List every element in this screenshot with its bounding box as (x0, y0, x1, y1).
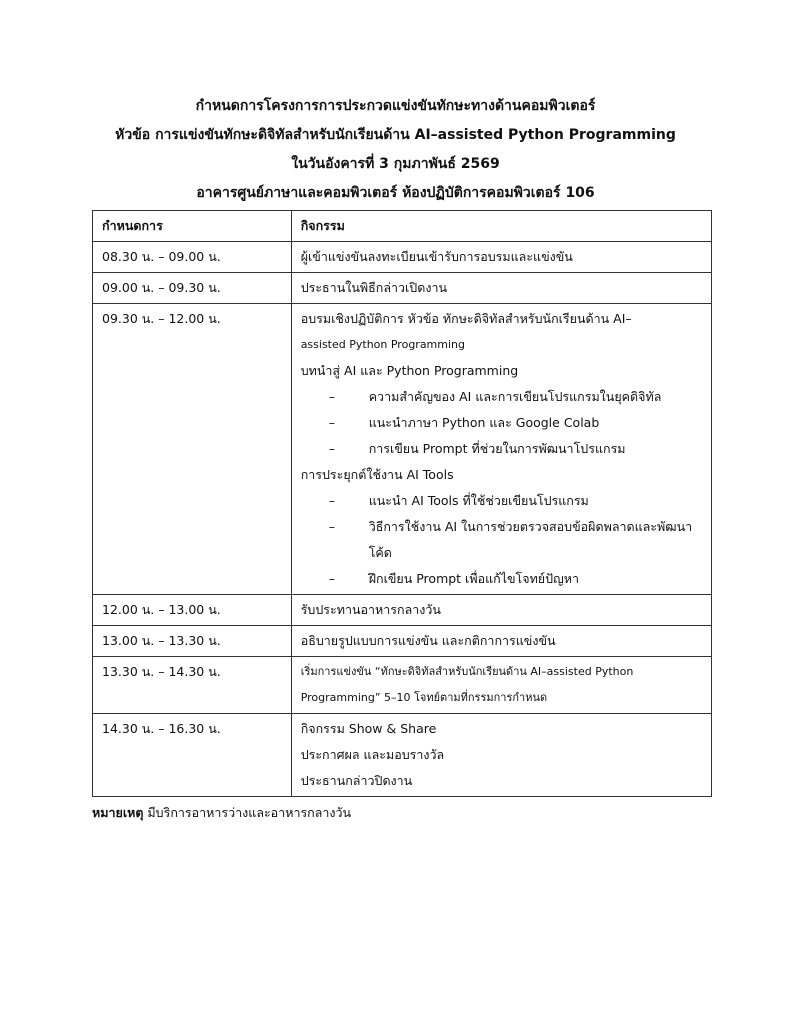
table-header-row (93, 211, 712, 242)
activity-section-title: บทนำสู่ AI และ Python Programming (300, 363, 519, 378)
dash-bullet: – (328, 389, 335, 404)
table-row (93, 595, 712, 626)
list-item (301, 384, 702, 410)
row-activity (291, 626, 711, 657)
activity-line: assisted Python Programming (300, 338, 465, 351)
header-topic: หัวข้อ การแข่งขันทักษะดิจิทัลสำหรับนักเรียนด้าน AI–assisted Python Programming (115, 127, 676, 143)
column-header-time: กำหนดการ (93, 211, 292, 242)
activity-line: Programming” 5–10 โจทย์ตามที่กรรมการกำหนด (300, 691, 548, 704)
table-row (93, 273, 712, 304)
row-time: 13.30 น. – 14.30 น. (93, 657, 292, 714)
activity-line: ประกาศผล และมอบรางวัล (300, 747, 445, 762)
row-time: 09.00 น. – 09.30 น. (93, 273, 292, 304)
dash-bullet: – (328, 441, 335, 456)
column-header-activity: กิจกรรม (291, 211, 711, 242)
activity-line: กิจกรรม Show & Share (300, 721, 437, 736)
table-row (93, 242, 712, 273)
header-venue: อาคารศูนย์ภาษาและคอมพิวเตอร์ ห้องปฏิบัติการคอมพิวเตอร์ 106 (196, 185, 595, 201)
list-item (301, 514, 702, 566)
list-item (301, 436, 702, 462)
header-date: ในวันอังคารที่ 3 กุมภาพันธ์ 2569 (291, 156, 500, 172)
list-item (301, 566, 702, 592)
row-time: 09.30 น. – 12.00 น. (93, 304, 292, 595)
footnote-text: มีบริการอาหารว่างและอาหารกลางวัน (143, 805, 352, 820)
row-activity (291, 595, 711, 626)
table-row (93, 714, 712, 797)
dash-bullet: – (328, 519, 335, 534)
row-time: 14.30 น. – 16.30 น. (93, 714, 292, 797)
row-time: 13.00 น. – 13.30 น. (93, 626, 292, 657)
dash-bullet: – (328, 493, 335, 508)
list-item-text: ฝึกเขียน Prompt เพื่อแก้ไขโจทย์ปัญหา (368, 571, 579, 586)
row-activity (291, 714, 711, 797)
footnote (92, 802, 351, 824)
table-row (93, 626, 712, 657)
activity-line: ประธานในพิธีกล่าวเปิดงาน (300, 280, 448, 295)
activity-section-title: การประยุกต์ใช้งาน AI Tools (300, 467, 454, 482)
row-activity (291, 657, 711, 714)
activity-line: อบรมเชิงปฏิบัติการ หัวข้อ ทักษะดิจิทัลสำหรับนักเรียนด้าน AI– (300, 311, 632, 326)
dash-bullet: – (328, 571, 335, 586)
table-row (93, 657, 712, 714)
row-time: 12.00 น. – 13.00 น. (93, 595, 292, 626)
table-row (93, 304, 712, 595)
list-item (301, 488, 702, 514)
activity-line: รับประทานอาหารกลางวัน (300, 602, 441, 617)
dash-bullet: – (328, 415, 335, 430)
list-item-text: การเขียน Prompt ที่ช่วยในการพัฒนาโปรแกรม (368, 441, 626, 456)
list-item (301, 410, 702, 436)
list-item-text: แนะนำ AI Tools ที่ใช้ช่วยเขียนโปรแกรม (368, 493, 589, 508)
activity-line: ประธานกล่าวปิดงาน (300, 773, 413, 788)
header-title: กำหนดการโครงการการประกวดแข่งขันทักษะทางด้านคอมพิวเตอร์ (195, 98, 596, 114)
list-item-text: ความสำคัญของ AI และการเขียนโปรแกรมในยุคดิจิทัล (368, 389, 662, 404)
activity-line: เริ่มการแข่งขัน “ทักษะดิจิทัลสำหรับนักเรียนด้าน AI–assisted Python (300, 665, 634, 678)
row-activity (291, 304, 711, 595)
row-activity (291, 273, 711, 304)
row-time: 08.30 น. – 09.00 น. (93, 242, 292, 273)
list-item-text: วิธีการใช้งาน AI ในการช่วยตรวจสอบข้อผิดพลาดและพัฒนาโค้ด (368, 519, 693, 560)
activity-line: ผู้เข้าแข่งขันลงทะเบียนเข้ารับการอบรมและแข่งขัน (300, 249, 573, 264)
schedule-table (92, 210, 712, 797)
activity-line: อธิบายรูปแบบการแข่งขัน และกติกาการแข่งขัน (300, 633, 556, 648)
footnote-label: หมายเหตุ (92, 805, 144, 820)
row-activity (291, 242, 711, 273)
document-header (0, 92, 791, 208)
list-item-text: แนะนำภาษา Python และ Google Colab (368, 415, 600, 430)
